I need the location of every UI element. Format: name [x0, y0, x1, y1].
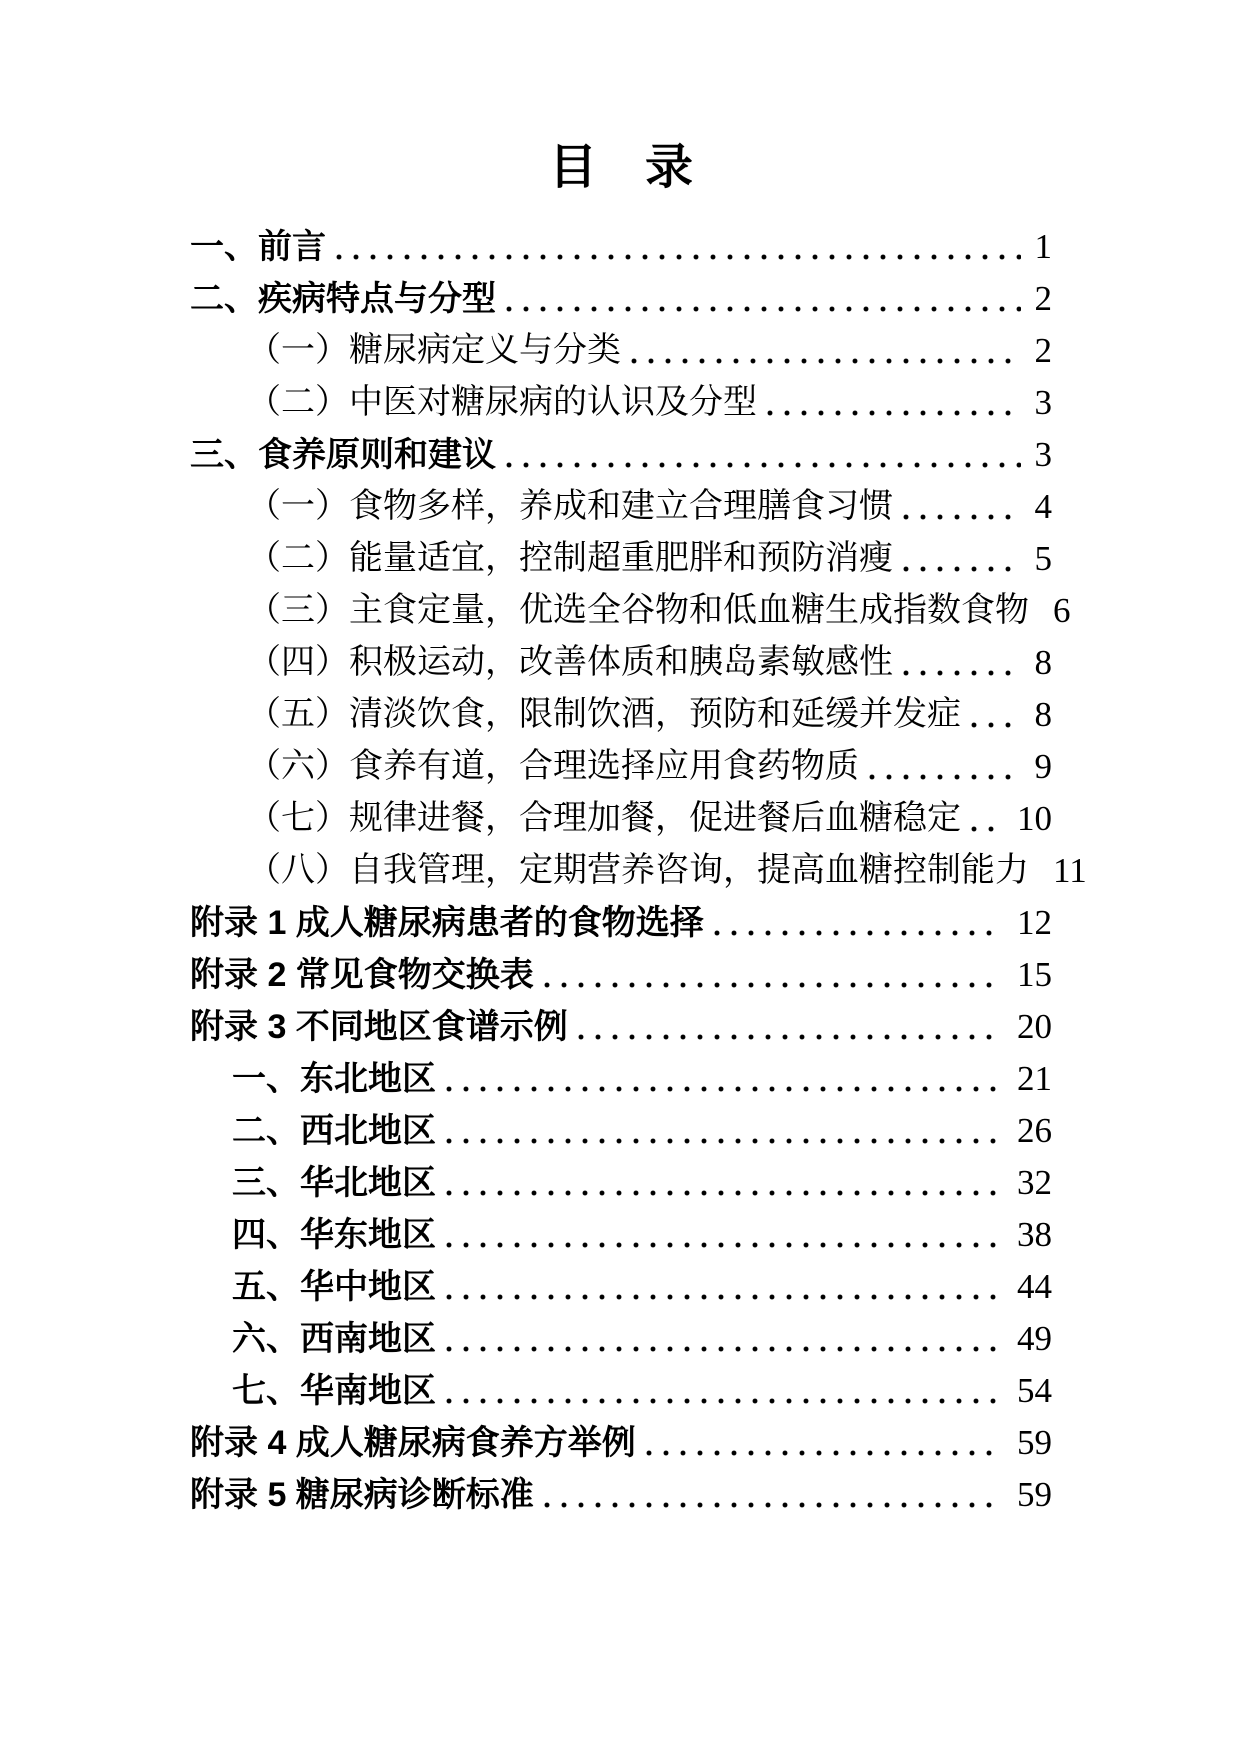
toc-entry-page-number: 49 [1017, 1319, 1052, 1358]
toc-entry[interactable] [190, 221, 1052, 273]
toc-entry[interactable] [190, 1365, 1052, 1417]
toc-entry[interactable] [190, 793, 1052, 845]
toc-entry-label: 六、西南地区 [232, 1320, 436, 1358]
toc-entry[interactable] [190, 1105, 1052, 1157]
dot-leader [446, 1157, 1003, 1209]
toc-entry[interactable] [190, 377, 1052, 429]
toc-entry-page-number: 26 [1017, 1111, 1052, 1150]
toc-entry-label: （一）糖尿病定义与分类 [247, 332, 621, 369]
toc-entry-label: 五、华中地区 [232, 1268, 436, 1306]
toc-entry-page-number: 12 [1017, 903, 1052, 942]
toc-entry-label: 附录 3 不同地区食谱示例 [190, 1008, 568, 1046]
toc-entry-page-number: 59 [1017, 1423, 1052, 1462]
dot-leader [446, 1365, 1003, 1417]
dot-leader [446, 1053, 1003, 1105]
toc-entry-page-number: 2 [1034, 331, 1052, 370]
toc-entry-page-number: 38 [1017, 1215, 1052, 1254]
toc-entry-page-number: 11 [1053, 851, 1087, 890]
toc-entry[interactable] [190, 949, 1052, 1001]
toc-entry-page-number: 9 [1034, 747, 1052, 786]
toc-entry-page-number: 6 [1053, 591, 1071, 630]
dot-leader [714, 897, 1003, 949]
dot-leader [646, 1417, 1003, 1469]
dot-leader [903, 481, 1021, 533]
toc-entry-page-number: 2 [1034, 279, 1052, 318]
dot-leader [869, 741, 1021, 793]
toc-entry-label: 附录 5 糖尿病诊断标准 [190, 1476, 534, 1514]
toc-entry[interactable] [190, 1209, 1052, 1261]
toc-entry-page-number: 3 [1034, 435, 1052, 474]
toc-entry-label: （二）中医对糖尿病的认识及分型 [247, 384, 757, 421]
toc-entry[interactable] [190, 1261, 1052, 1313]
toc-entry-page-number: 4 [1034, 487, 1052, 526]
toc-entry-label: （六）食养有道，合理选择应用食药物质 [247, 748, 859, 785]
dot-leader [336, 221, 1021, 273]
toc-entry-label: 三、食养原则和建议 [190, 436, 496, 474]
toc-entry-label: 三、华北地区 [232, 1164, 436, 1202]
dot-leader [506, 273, 1021, 325]
dot-leader [578, 1001, 1003, 1053]
toc-entry[interactable] [190, 1001, 1052, 1053]
toc-entry[interactable] [190, 1469, 1052, 1521]
toc-entry-label: （一）食物多样，养成和建立合理膳食习惯 [247, 488, 893, 525]
toc-entry[interactable] [190, 481, 1052, 533]
dot-leader [903, 533, 1021, 585]
toc-entry-label: 附录 4 成人糖尿病食养方举例 [190, 1424, 636, 1462]
toc-entry-page-number: 54 [1017, 1371, 1052, 1410]
toc-entry[interactable] [190, 637, 1052, 689]
toc-entry-label: 二、西北地区 [232, 1112, 436, 1150]
toc-entry-label: （二）能量适宜，控制超重肥胖和预防消瘦 [247, 540, 893, 577]
toc-entry-page-number: 21 [1017, 1059, 1052, 1098]
toc-entry-label: 七、华南地区 [232, 1372, 436, 1410]
toc-entry[interactable] [190, 273, 1052, 325]
toc-entry[interactable] [190, 533, 1052, 585]
toc-entry[interactable] [190, 845, 1087, 897]
dot-leader [446, 1105, 1003, 1157]
toc-entry-page-number: 20 [1017, 1007, 1052, 1046]
dot-leader [903, 637, 1021, 689]
toc-entry-page-number: 8 [1034, 695, 1052, 734]
dot-leader [971, 689, 1021, 741]
dot-leader [971, 793, 1003, 845]
toc-entry-label: 一、前言 [190, 228, 326, 266]
toc-entry-page-number: 3 [1034, 383, 1052, 422]
toc-entry[interactable] [190, 1053, 1052, 1105]
toc-entry-label: （八）自我管理，定期营养咨询，提高血糖控制能力 [247, 852, 1029, 889]
toc-entry-page-number: 8 [1034, 643, 1052, 682]
dot-leader [544, 1469, 1003, 1521]
toc-entry[interactable] [190, 741, 1052, 793]
toc-entry-label: （四）积极运动，改善体质和胰岛素敏感性 [247, 644, 893, 681]
toc-entry-label: 一、东北地区 [232, 1060, 436, 1098]
dot-leader [446, 1313, 1003, 1365]
dot-leader [446, 1261, 1003, 1313]
toc-title: 目 录 [548, 141, 693, 194]
toc-list [190, 221, 1087, 1521]
toc-entry[interactable] [190, 429, 1052, 481]
toc-entry-label: 附录 2 常见食物交换表 [190, 956, 534, 994]
toc-entry-page-number: 1 [1034, 227, 1052, 266]
toc-entry-page-number: 15 [1017, 955, 1052, 994]
toc-entry-label: 二、疾病特点与分型 [190, 280, 496, 318]
toc-entry-label: （三）主食定量，优选全谷物和低血糖生成指数食物 [247, 592, 1029, 629]
toc-entry[interactable] [190, 1417, 1052, 1469]
toc-entry-page-number: 59 [1017, 1475, 1052, 1514]
toc-entry[interactable] [190, 585, 1071, 637]
toc-entry-label: （五）清淡饮食，限制饮酒，预防和延缓并发症 [247, 696, 961, 733]
toc-entry[interactable] [190, 1313, 1052, 1365]
toc-entry-label: （七）规律进餐，合理加餐，促进餐后血糖稳定 [247, 800, 961, 837]
dot-leader [446, 1209, 1003, 1261]
toc-entry[interactable] [190, 689, 1052, 741]
dot-leader [544, 949, 1003, 1001]
dot-leader [506, 429, 1021, 481]
toc-entry-page-number: 5 [1034, 539, 1052, 578]
toc-entry-page-number: 10 [1017, 799, 1052, 838]
toc-entry[interactable] [190, 325, 1052, 377]
toc-entry-page-number: 44 [1017, 1267, 1052, 1306]
dot-leader [631, 325, 1021, 377]
toc-entry[interactable] [190, 897, 1052, 949]
dot-leader [767, 377, 1021, 429]
toc-entry[interactable] [190, 1157, 1052, 1209]
toc-entry-label: 附录 1 成人糖尿病患者的食物选择 [190, 904, 704, 942]
toc-entry-page-number: 32 [1017, 1163, 1052, 1202]
toc-entry-label: 四、华东地区 [232, 1216, 436, 1254]
